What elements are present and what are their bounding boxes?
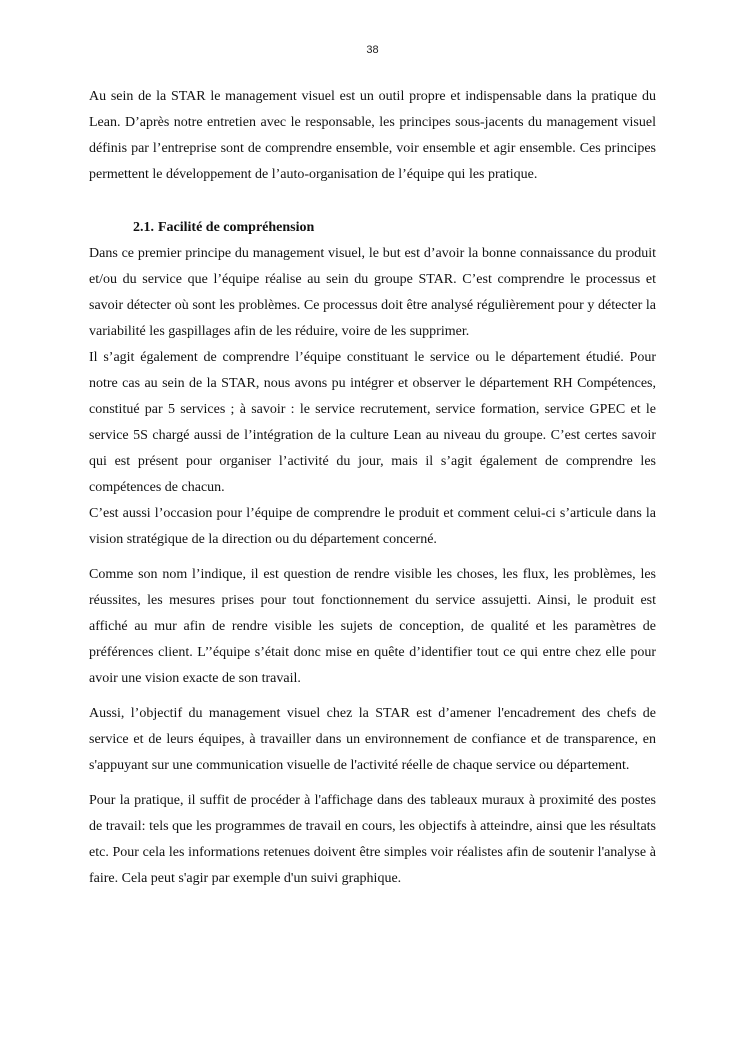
paragraph-team: Il s’agit également de comprendre l’équipe constituant le service ou le département étudié. Pour notre cas au sein de la STAR, nous avons pu intégrer et observer le département RH Compétences, constitué par 5 services ; à savoir : le service recrutement, service formation, service GPEC et le service 5S chargé aussi de l’intégration de la culture Lean au niveau du groupe. C’est certes savoir qui est présent pour organiser l’activité du jour, mais il s’agit également de comprendre les compétences de chacun.	[89, 350, 656, 495]
section-heading-number: 2.1.	[133, 220, 154, 235]
page-number: 38	[366, 44, 379, 56]
paragraph-visibility: Comme son nom l’indique, il est question de rendre visible les choses, les flux, les problèmes, les réussites, les mesures prises pour tout fonctionnement du service assujetti. Ainsi, le produit est affiché au mur afin de rendre visible les sujets de conception, de qualité et les paramètres de préférences client. L’’équipe s’était donc mise en quête d’identifier tout ce qui entre chez elle pour avoir une vision exacte de son travail.	[89, 567, 656, 686]
paragraph-product-vision: C’est aussi l’occasion pour l’équipe de comprendre le produit et comment celui-ci s’articule dans la vision stratégique de la direction ou du département concerné.	[89, 506, 656, 547]
section-heading	[89, 215, 656, 241]
section-heading-title: Facilité de compréhension	[158, 220, 315, 235]
paragraph-objective: Aussi, l’objectif du management visuel chez la STAR est d’amener l'encadrement des chefs de service et de leurs équipes, à travailler dans un environnement de confiance et de transparence, en s'appuyant sur une communication visuelle de l'activité réelle de chaque service ou département.	[89, 706, 656, 773]
document-body	[89, 84, 656, 892]
paragraph-principle: Dans ce premier principe du management visuel, le but est d’avoir la bonne connaissance du produit et/ou du service que l’équipe réalise au sein du groupe STAR. C’est comprendre le processus et savoir détecter où sont les problèmes. Ce processus doit être analysé régulièrement pour y détecter la variabilité les gaspillages afin de les réduire, voire de les supprimer.	[89, 246, 656, 339]
paragraph-practice: Pour la pratique, il suffit de procéder à l'affichage dans des tableaux muraux à proximité des postes de travail: tels que les programmes de travail en cours, les objectifs à atteindre, ainsi que les résultats etc. Pour cela les informations retenues doivent être simples voir réalistes afin de soutenir l'analyse à faire. Cela peut s'agir par exemple d'un suivi graphique.	[89, 793, 656, 886]
paragraph-intro: Au sein de la STAR le management visuel est un outil propre et indispensable dans la pratique du Lean. D’après notre entretien avec le responsable, les principes sous-jacents du management visuel définis par l’entreprise sont de comprendre ensemble, voir ensemble et agir ensemble. Ces principes permettent le développement de l’auto-organisation de l’équipe qui les pratique.	[89, 89, 656, 182]
